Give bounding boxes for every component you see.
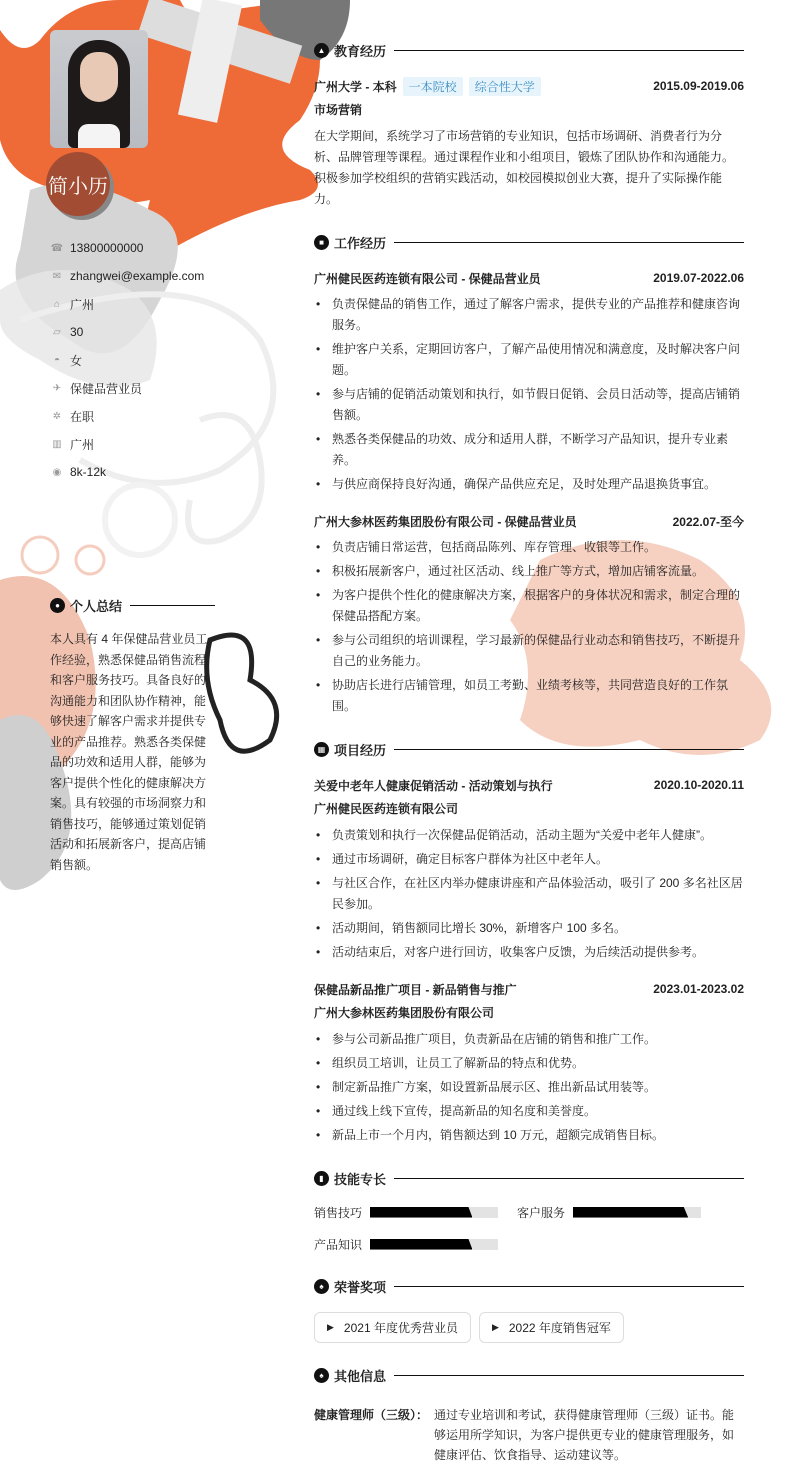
project-title: 关爱中老年人健康促销活动 - 活动策划与执行: [314, 778, 553, 793]
list-item: • 参与公司新品推广项目，负责新品在店铺的销售和推广工作。: [314, 1029, 744, 1050]
other-header: [314, 1365, 744, 1385]
divider: [394, 1286, 744, 1287]
award-item: [479, 1312, 624, 1343]
grid-icon: ▦: [314, 742, 329, 757]
awards-header: [314, 1276, 744, 1296]
contact-value: 广州: [70, 437, 95, 452]
contact-job: [50, 374, 220, 402]
section-title: 荣誉奖项: [334, 1279, 387, 1295]
award-label: 2022 年度销售冠军: [508, 1321, 611, 1335]
main-content: [314, 40, 744, 1465]
work-entry-header: [314, 268, 744, 288]
info-icon: ♠: [314, 1368, 329, 1383]
list-item: • 负责保健品的销售工作，通过了解客户需求，提供专业的产品推荐和健康咨询服务。: [314, 294, 744, 336]
awards-list: [314, 1312, 744, 1343]
list-item: • 与社区合作，在社区内举办健康讲座和产品体验活动，吸引了 200 多名社区居民参加。: [314, 873, 744, 915]
other-item: [314, 1405, 744, 1465]
work-bullets: [314, 294, 744, 495]
gender-icon: ◓: [53, 354, 61, 366]
contact-value: 保健品营业员: [70, 381, 143, 396]
list-item: • 组织员工培训，让员工了解新品的特点和优势。: [314, 1053, 744, 1074]
section-title: 项目经历: [334, 742, 387, 758]
section-title: 技能专长: [334, 1171, 387, 1187]
education-header: [314, 40, 744, 60]
list-item: • 新品上市一个月内，销售额达到 10 万元，超额完成销售目标。: [314, 1125, 744, 1146]
user-icon: ●: [50, 598, 65, 613]
major: 市场营销: [314, 103, 363, 117]
city-icon: ▥: [52, 438, 62, 450]
job-title: 广州健民医药连锁有限公司 - 保健品营业员: [314, 271, 541, 286]
projects-header: [314, 739, 744, 759]
summary-header: [50, 596, 215, 615]
other-value: 通过专业培训和考试，获得健康管理师（三级）证书。能够运用所学知识，为客户提供更专业的健康管理服务，如健康评估、饮食指导、运动建议等。: [434, 1408, 735, 1462]
contact-value: 女: [70, 353, 83, 368]
skill-item: [314, 1234, 517, 1254]
award-label: 2021 年度优秀营业员: [343, 1321, 458, 1335]
education-entry: [314, 76, 744, 96]
project-entry-header: [314, 979, 744, 999]
date: 2023.01-2023.02: [653, 982, 744, 996]
school-tag: 一本院校: [403, 77, 463, 96]
section-title: 工作经历: [334, 235, 387, 251]
section-title: 个人总结: [70, 599, 123, 614]
graduation-cap-icon: ▲: [314, 43, 329, 58]
list-item: • 与供应商保持良好沟通，确保产品供应充足，及时处理产品退换货事宜。: [314, 474, 744, 495]
school-tag: 综合性大学: [469, 77, 541, 96]
skill-bar-fill: [370, 1207, 472, 1218]
education-description: 在大学期间，系统学习了市场营销的专业知识，包括市场调研、消费者行为分析、品牌管理等课程。通过课程作业和小组项目，锻炼了团队协作和沟通能力。积极参加学校组织的营销实践活动，如校园模拟创业大赛，提升了实际操作能力。: [314, 129, 735, 206]
date: 2022.07-至今: [672, 514, 744, 529]
skill-bar: [370, 1239, 498, 1250]
list-item: • 协助店长进行店铺管理，如员工考勤、业绩考核等，共同营造良好的工作氛围。: [314, 675, 744, 717]
date: 2020.10-2020.11: [653, 778, 744, 792]
other-key: 健康管理师（三级）：: [314, 1408, 429, 1422]
list-item: • 维护客户关系，定期回访客户，了解产品使用情况和满意度，及时解决客户问题。: [314, 339, 744, 381]
section-title: 其他信息: [334, 1368, 387, 1384]
contact-home: [50, 290, 220, 318]
contact-value: 30: [70, 325, 84, 339]
work-entry-header: [314, 511, 744, 531]
list-item: • 活动期间，销售额同比增长 30%，新增客户 100 多名。: [314, 918, 744, 939]
contact-list: [50, 234, 220, 486]
contact-salary: [50, 458, 220, 486]
job-title: 广州大参林医药集团股份有限公司 - 保健品营业员: [314, 514, 577, 529]
list-item: • 制定新品推广方案，如设置新品展示区、推出新品试用装等。: [314, 1077, 744, 1098]
divider: [394, 749, 744, 750]
divider: [394, 50, 744, 51]
contact-gender: [50, 346, 220, 374]
skill-name: 客户服务: [517, 1205, 566, 1220]
skill-name: 销售技巧: [314, 1205, 363, 1220]
project-entry-header: [314, 775, 744, 795]
divider: [394, 1375, 744, 1376]
skill-name: 产品知识: [314, 1237, 363, 1252]
skill-bar: [573, 1207, 701, 1218]
skill-bar-fill: [573, 1207, 688, 1218]
job-icon: ✈: [52, 382, 62, 394]
age-icon: ▱: [53, 326, 61, 338]
date: 2015.09-2019.06: [653, 79, 744, 93]
contact-value: 广州: [70, 297, 95, 312]
school-name: 广州大学 - 本科: [314, 79, 397, 94]
work-header: [314, 232, 744, 252]
salary-icon: ◉: [52, 466, 62, 478]
award-item: [314, 1312, 471, 1343]
award-icon: ♠: [314, 1279, 329, 1294]
date: 2019.07-2022.06: [653, 271, 744, 285]
contact-value: 在职: [70, 409, 95, 424]
contact-value: 13800000000: [70, 241, 144, 255]
list-item: • 通过线上线下宣传，提高新品的知名度和美誉度。: [314, 1101, 744, 1122]
contact-age: [50, 318, 220, 346]
summary-text: 本人具有 4 年保健品营业员工作经验，熟悉保健品销售流程和客户服务技巧。具备良好的沟通能力和团队协作精神，能够快速了解客户需求并提供专业的产品推荐。熟悉各类保健品的功效和适用人群，能够为客户提供个性化的健康解决方案。具有较强的市场洞察力和销售技巧，能够通过策划促销活动和拓展新客户，提高店铺销售额。: [50, 632, 208, 872]
divider: [130, 605, 215, 606]
status-icon: ✲: [52, 410, 62, 422]
list-item: • 负责店铺日常运营，包括商品陈列、库存管理、收银等工作。: [314, 537, 744, 558]
skill-item: [517, 1202, 720, 1222]
skills-list: [314, 1202, 720, 1254]
phone-icon: ☎: [50, 242, 64, 254]
divider: [394, 1178, 744, 1179]
skills-header: [314, 1168, 744, 1188]
list-item: • 负责策划和执行一次保健品促销活动，活动主题为“关爱中老年人健康”。: [314, 825, 744, 846]
profile-photo: [50, 30, 148, 148]
profile-name: 简小历: [46, 152, 110, 216]
project-bullets: [314, 1029, 744, 1146]
divider: [394, 242, 744, 243]
work-bullets: [314, 537, 744, 717]
project-org: 广州大参林医药集团股份有限公司: [314, 1006, 495, 1020]
contact-city: [50, 430, 220, 458]
list-item: • 活动结束后，对客户进行回访，收集客户反馈，为后续活动提供参考。: [314, 942, 744, 963]
contact-value: 8k-12k: [70, 465, 107, 479]
skill-bar: [370, 1207, 498, 1218]
contact-email: [50, 262, 220, 290]
list-item: • 为客户提供个性化的健康解决方案，根据客户的身体状况和需求，制定合理的保健品搭配方案。: [314, 585, 744, 627]
skill-bar-fill: [370, 1239, 472, 1250]
list-item: • 积极拓展新客户，通过社区活动、线上推广等方式，增加店铺客流量。: [314, 561, 744, 582]
project-bullets: [314, 825, 744, 963]
project-title: 保健品新品推广项目 - 新品销售与推广: [314, 982, 517, 997]
triangle-right-icon: ▶: [491, 1322, 499, 1332]
sidebar: [50, 30, 220, 486]
triangle-right-icon: ▶: [327, 1322, 334, 1332]
section-title: 教育经历: [334, 43, 387, 59]
list-item: • 参与公司组织的培训课程，学习最新的保健品行业动态和销售技巧，不断提升自己的业务能力。: [314, 630, 744, 672]
skill-item: [314, 1202, 517, 1222]
contact-value: zhangwei@example.com: [70, 269, 205, 283]
list-item: • 熟悉各类保健品的功效、成分和适用人群，不断学习产品知识，提升专业素养。: [314, 429, 744, 471]
bar-chart-icon: ▮: [314, 1171, 329, 1186]
list-item: • 参与店铺的促销活动策划和执行，如节假日促销、会员日活动等，提高店铺销售额。: [314, 384, 744, 426]
contact-phone: [50, 234, 220, 262]
list-item: • 通过市场调研，确定目标客户群体为社区中老年人。: [314, 849, 744, 870]
home-icon: ⌂: [53, 298, 61, 310]
mail-icon: ✉: [52, 270, 62, 282]
project-org: 广州健民医药连锁有限公司: [314, 802, 459, 816]
briefcase-icon: ■: [314, 235, 329, 250]
contact-status: [50, 402, 220, 430]
